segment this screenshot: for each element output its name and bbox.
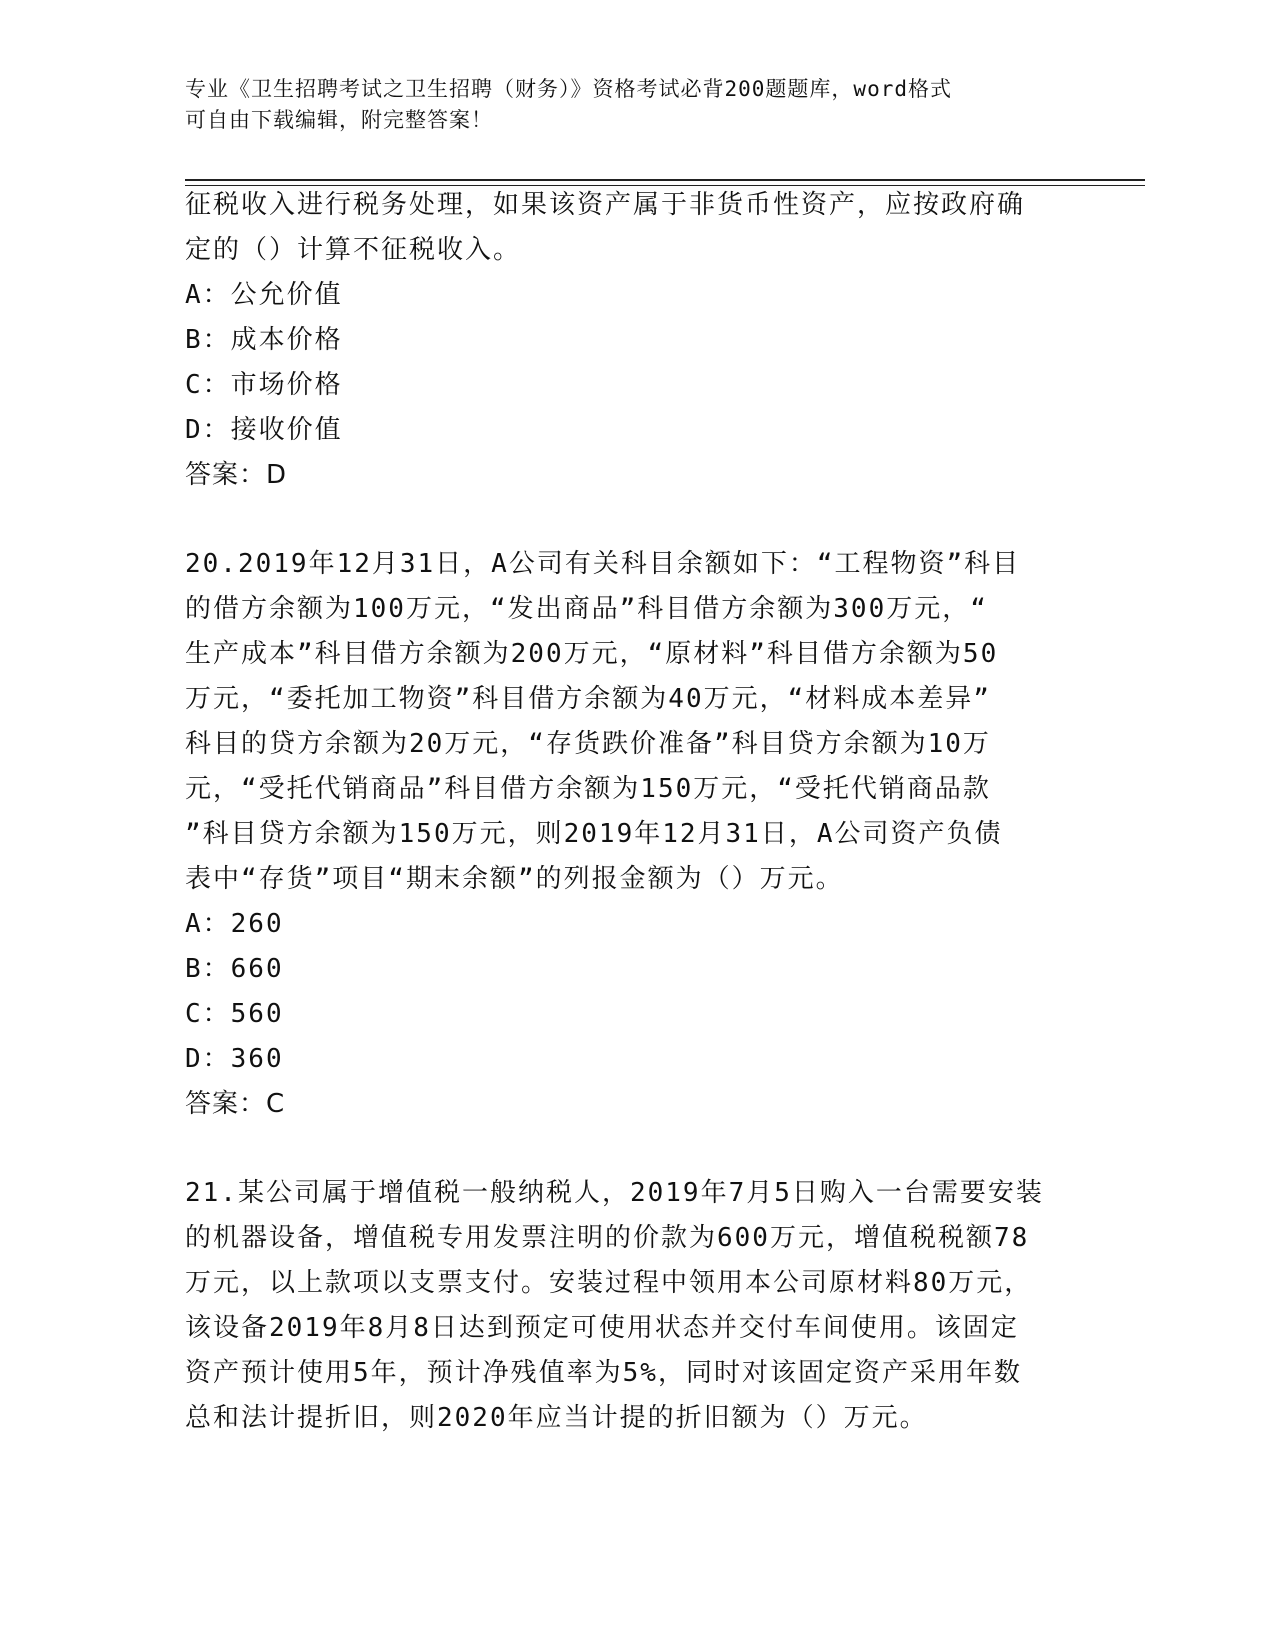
question-line: 资产预计使用5年，预计净残值率为5%，同时对该固定资产采用年数 xyxy=(185,1358,1022,1388)
question-line: 科目的贷方余额为20万元，“存货跌价准备”科目贷方余额为10万 xyxy=(185,729,991,759)
header-line-2: 可自由下载编辑，附完整答案！ xyxy=(185,108,493,132)
question-line: 21.某公司属于增值税一般纳税人，2019年7月5日购入一台需要安装 xyxy=(185,1178,1044,1208)
question-line: 万元，“委托加工物资”科目借方余额为40万元，“材料成本差异” xyxy=(185,684,991,714)
option-d: D：360 xyxy=(185,1044,284,1074)
spacer xyxy=(185,498,1085,542)
question-line: 的机器设备，增值税专用发票注明的价款为600万元，增值税税额78 xyxy=(185,1223,1030,1253)
spacer xyxy=(185,1127,1085,1171)
question-19 xyxy=(185,183,1085,498)
question-line: 总和法计提折旧，则2020年应当计提的折旧额为（）万元。 xyxy=(185,1403,928,1433)
option-c: C：560 xyxy=(185,999,284,1029)
question-body xyxy=(185,183,1085,1441)
option-b: B：660 xyxy=(185,954,284,984)
question-line: 定的（）计算不征税收入。 xyxy=(185,235,522,265)
header-line-1: 专业《卫生招聘考试之卫生招聘（财务）》资格考试必背200题题库，word格式 xyxy=(185,77,952,101)
document-header xyxy=(185,74,1065,136)
question-line: 表中“存货”项目“期末余额”的列报金额为（）万元。 xyxy=(185,864,844,894)
question-line: ”科目贷方余额为150万元，则2019年12月31日，A公司资产负债 xyxy=(185,819,1003,849)
question-20 xyxy=(185,542,1085,1127)
answer-line: 答案：D xyxy=(185,460,288,490)
question-21 xyxy=(185,1171,1085,1441)
option-b: B：成本价格 xyxy=(185,325,343,355)
question-line: 20.2019年12月31日，A公司有关科目余额如下：“工程物资”科目 xyxy=(185,549,1021,579)
option-a: A：公允价值 xyxy=(185,280,343,310)
question-line: 的借方余额为100万元，“发出商品”科目借方余额为300万元，“ xyxy=(185,594,988,624)
option-a: A：260 xyxy=(185,909,284,939)
question-line: 万元，以上款项以支票支付。安装过程中领用本公司原材料80万元， xyxy=(185,1268,1033,1298)
header-divider-thick xyxy=(185,179,1145,181)
question-line: 生产成本”科目借方余额为200万元，“原材料”科目借方余额为50 xyxy=(185,639,999,669)
answer-line: 答案：C xyxy=(185,1089,286,1119)
option-c: C：市场价格 xyxy=(185,370,343,400)
question-line: 征税收入进行税务处理，如果该资产属于非货币性资产，应按政府确 xyxy=(185,190,1026,220)
question-line: 元，“受托代销商品”科目借方余额为150万元，“受托代销商品款 xyxy=(185,774,991,804)
option-d: D：接收价值 xyxy=(185,415,343,445)
question-line: 该设备2019年8月8日达到预定可使用状态并交付车间使用。该固定 xyxy=(185,1313,1019,1343)
